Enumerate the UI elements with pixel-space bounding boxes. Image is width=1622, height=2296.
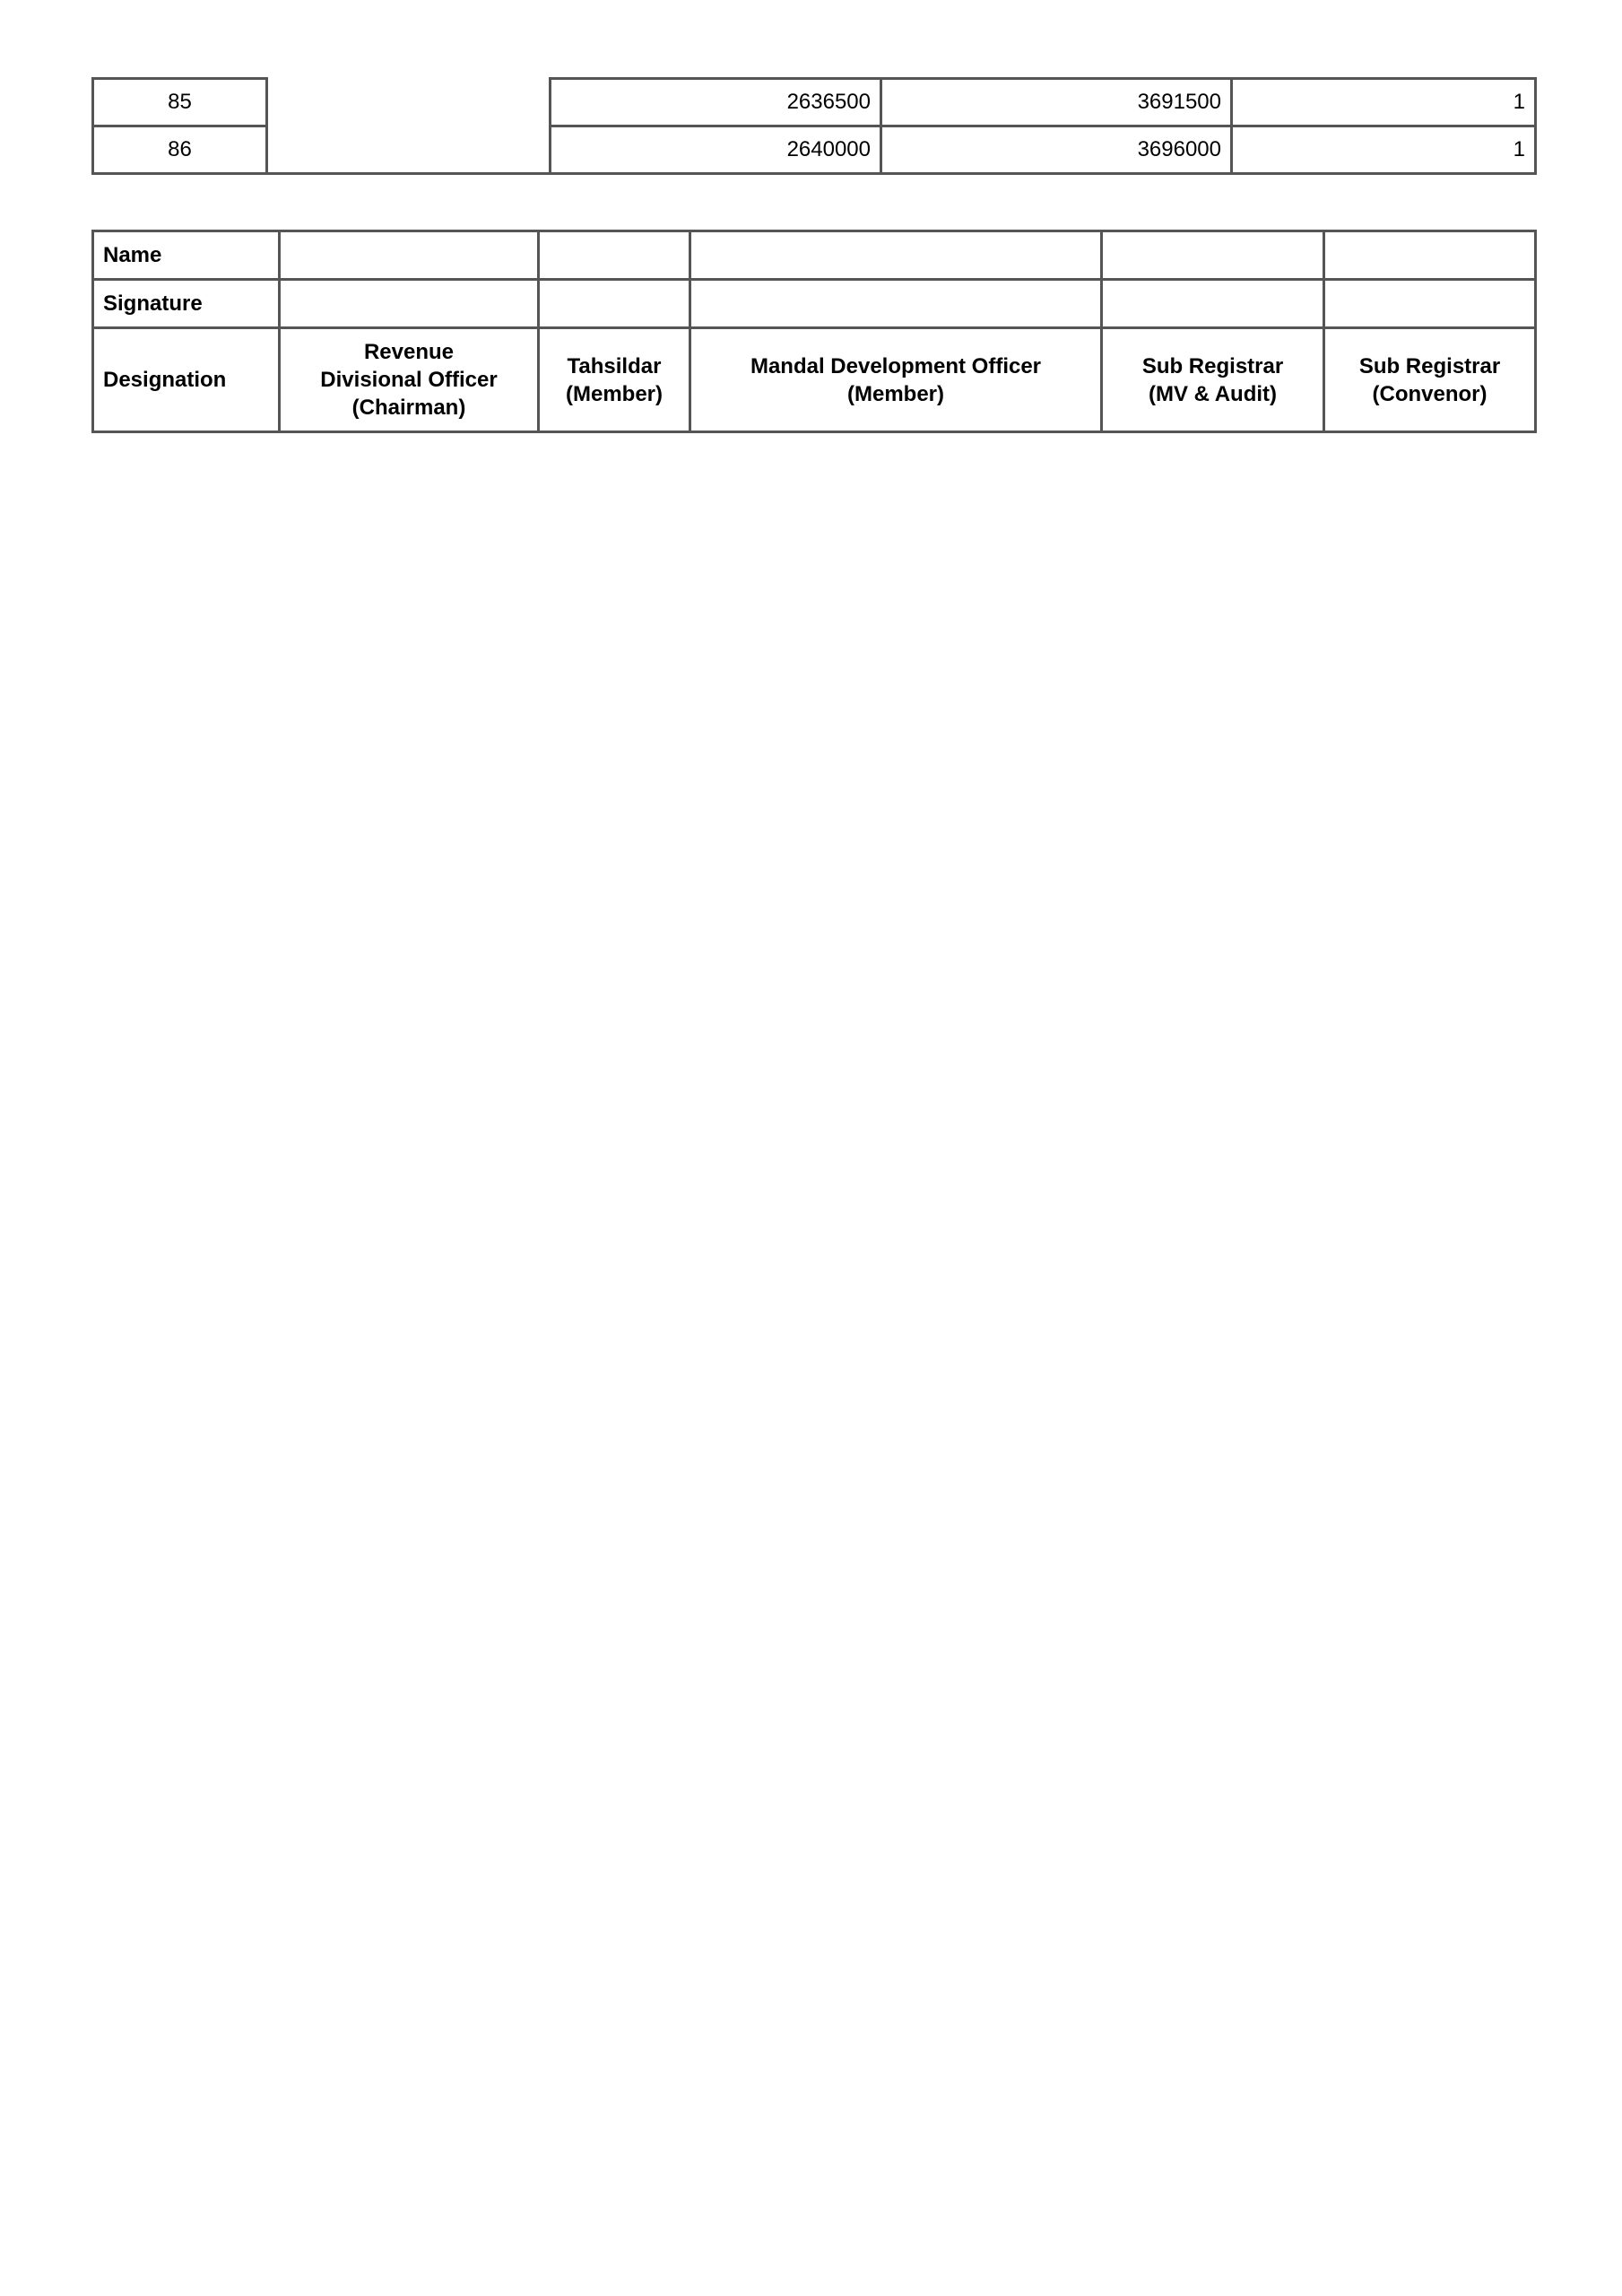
- value-a-cell: 2636500: [551, 79, 881, 126]
- blank-cell: [267, 79, 551, 126]
- signature-field-tahsildar[interactable]: [539, 280, 690, 328]
- value-b-cell: 3691500: [881, 79, 1232, 126]
- signature-label: Signature: [93, 280, 280, 328]
- serial-number-cell: 85: [93, 79, 267, 126]
- signature-field-chairman[interactable]: [280, 280, 539, 328]
- value-b-cell: 3696000: [881, 126, 1232, 174]
- value-a-cell: 2640000: [551, 126, 881, 174]
- table-row: [93, 126, 1536, 174]
- value-c-cell: 1: [1232, 79, 1536, 126]
- designation-sub-registrar-mv: Sub Registrar (MV & Audit): [1102, 328, 1324, 432]
- values-table: [91, 77, 1537, 175]
- name-row: [93, 231, 1536, 280]
- serial-number-cell: 86: [93, 126, 267, 174]
- value-c-cell: 1: [1232, 126, 1536, 174]
- designation-sub-registrar-convenor: Sub Registrar (Convenor): [1324, 328, 1536, 432]
- committee-signature-table: [91, 230, 1537, 433]
- signature-field-mdo[interactable]: [690, 280, 1102, 328]
- designation-mdo: Mandal Development Officer (Member): [690, 328, 1102, 432]
- designation-row: [93, 328, 1536, 432]
- designation-chairman: Revenue Divisional Officer (Chairman): [280, 328, 539, 432]
- name-field-sub-registrar-convenor[interactable]: [1324, 231, 1536, 280]
- name-field-tahsildar[interactable]: [539, 231, 690, 280]
- name-label: Name: [93, 231, 280, 280]
- signature-field-sub-registrar-convenor[interactable]: [1324, 280, 1536, 328]
- designation-label: Designation: [93, 328, 280, 432]
- name-field-sub-registrar-mv[interactable]: [1102, 231, 1324, 280]
- signature-field-sub-registrar-mv[interactable]: [1102, 280, 1324, 328]
- blank-cell: [267, 126, 551, 174]
- name-field-mdo[interactable]: [690, 231, 1102, 280]
- name-field-chairman[interactable]: [280, 231, 539, 280]
- designation-tahsildar: Tahsildar (Member): [539, 328, 690, 432]
- table-row: [93, 79, 1536, 126]
- signature-row: [93, 280, 1536, 328]
